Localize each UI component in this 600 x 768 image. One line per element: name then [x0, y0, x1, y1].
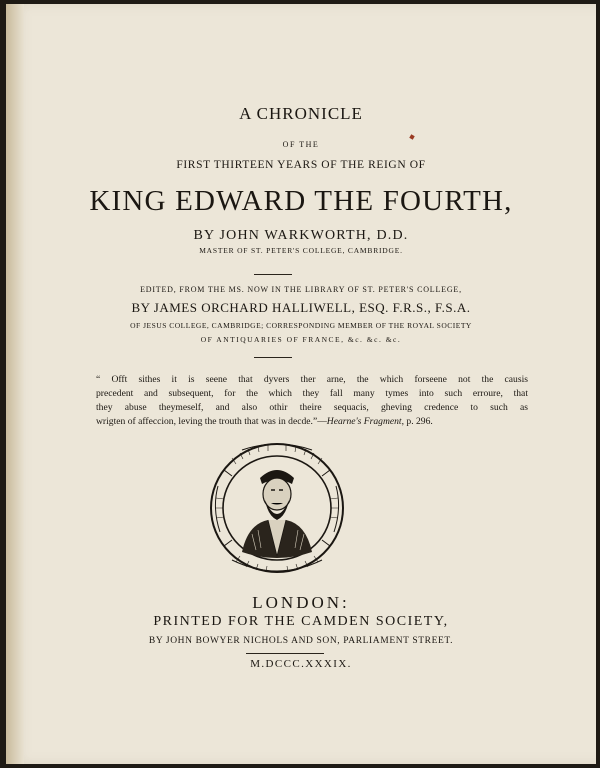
imprint-printer: BY JOHN BOWYER NICHOLS AND SON, PARLIAMENT STREET. — [148, 636, 454, 646]
editor-affiliation-2: OF ANTIQUARIES OF FRANCE, &c. &c. &c. — [200, 335, 402, 344]
title-line-1: A CHRONICLE — [239, 104, 363, 123]
editor-affiliation-1: OF JESUS COLLEGE, CAMBRIDGE; CORRESPONDING MEMBER OF THE ROYAL SOCIETY — [130, 321, 472, 330]
imprint-printed-for: PRINTED FOR THE CAMDEN SOCIETY, — [153, 614, 449, 629]
epigraph-last-line — [96, 416, 433, 427]
edited-from-line: EDITED, FROM THE MS. NOW IN THE LIBRARY OF ST. PETER'S COLLEGE, — [140, 285, 462, 294]
imprint-year: M.DCCC.XXXIX. — [250, 658, 352, 670]
title-of-the: OF THE — [282, 140, 320, 149]
title-page — [6, 4, 596, 764]
title-main: KING EDWARD THE FOURTH, — [89, 185, 513, 217]
divider-rule — [254, 274, 292, 275]
ink-spot — [409, 134, 414, 139]
epigraph-source: Hearne's Fragment — [326, 416, 402, 427]
editor-name: BY JAMES ORCHARD HALLIWELL, ESQ. F.R.S., F.S.A. — [131, 300, 471, 315]
title-line-2: FIRST THIRTEEN YEARS OF THE REIGN OF — [176, 159, 426, 171]
divider-rule — [246, 653, 324, 654]
portrait-medallion — [202, 436, 352, 582]
epigraph-page: , p. 296. — [401, 416, 433, 427]
epigraph-line: wrigten of affeccion, leving the trouth that was in decde.”— — [96, 416, 327, 427]
divider-rule — [254, 357, 292, 358]
epigraph-line: they abuse theymeself, and also othir theire sequacis, gheving credence to such as — [96, 402, 528, 413]
author-name: BY JOHN WARKWORTH, D.D. — [193, 228, 409, 243]
epigraph-line: “ Offt sithes it is seene that dyvers ther arne, the which forseene not the causis — [96, 374, 528, 385]
epigraph-line: precedent and subsequent, for the which they fall many tymes into such erroure, that — [96, 388, 528, 399]
author-position: MASTER OF ST. PETER'S COLLEGE, CAMBRIDGE. — [199, 246, 403, 255]
imprint-city: LONDON: — [252, 593, 350, 612]
